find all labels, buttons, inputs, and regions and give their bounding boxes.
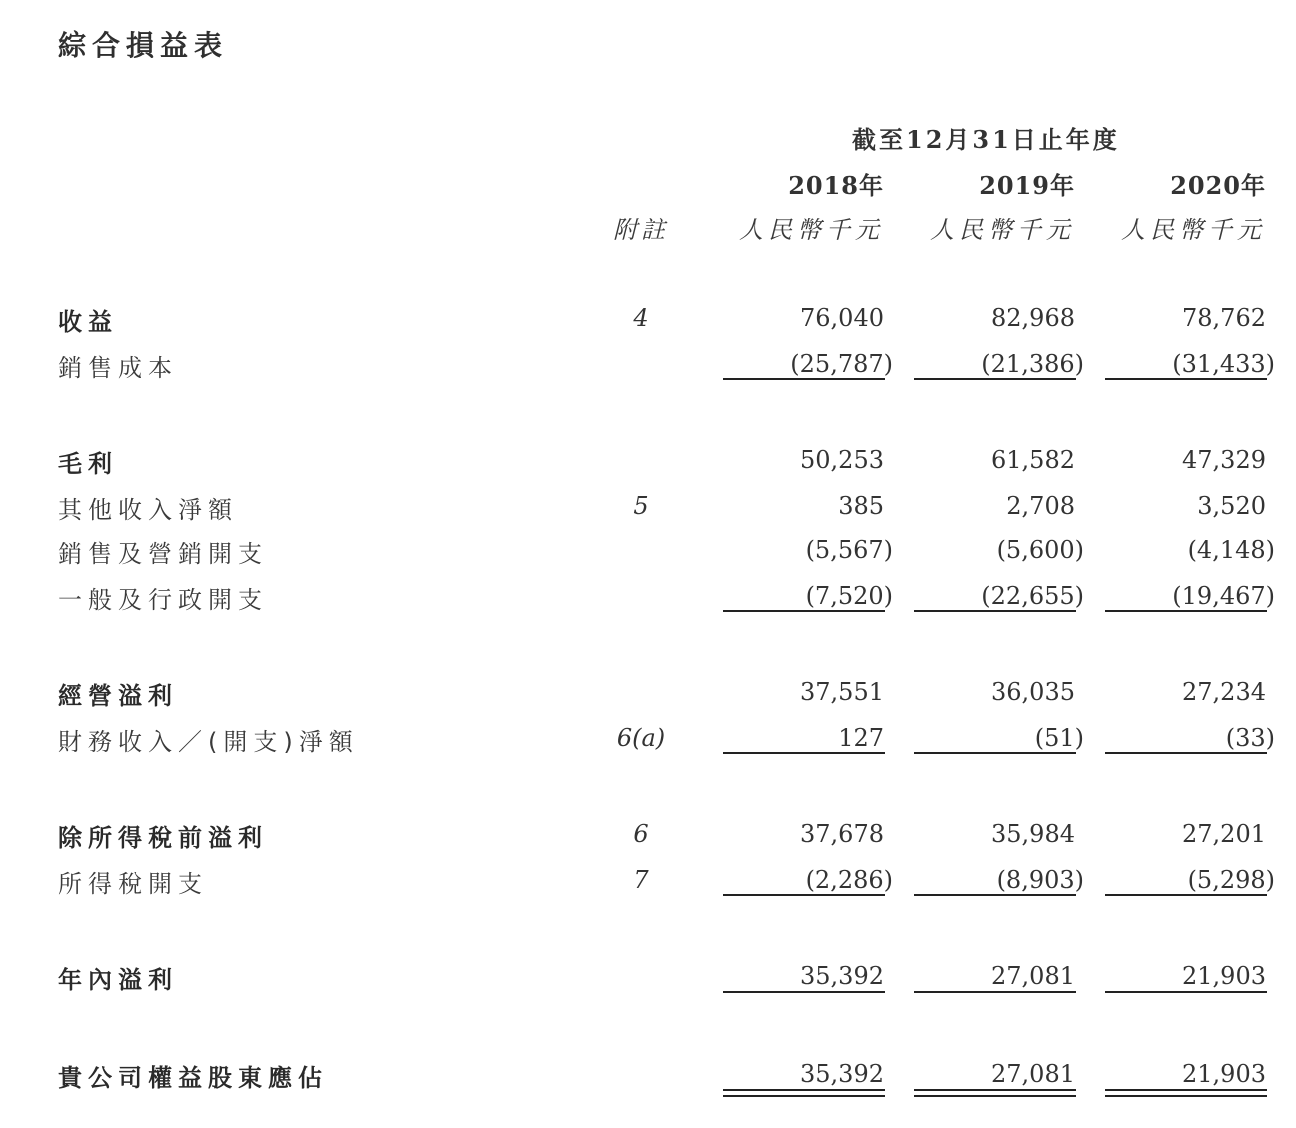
value-2020: (33) — [1225, 724, 1275, 752]
table-row — [0, 818, 1296, 852]
row-note: 6 — [633, 820, 649, 848]
note-column-header: 附註 — [613, 216, 669, 244]
value-2018: 127 — [838, 724, 884, 752]
subtotal-rule — [914, 610, 1076, 612]
row-note: 7 — [633, 866, 649, 894]
value-2020: (19,467) — [1172, 582, 1275, 610]
table-row — [0, 490, 1296, 524]
value-2020: 21,903 — [1182, 1060, 1266, 1088]
row-label: 貴公司權益股東應佔 — [58, 1064, 328, 1092]
table-row — [0, 534, 1296, 568]
value-2019: (22,655) — [981, 582, 1084, 610]
row-label: 經營溢利 — [58, 682, 178, 710]
row-label: 其他收入淨額 — [58, 496, 238, 524]
subtotal-rule — [723, 894, 885, 896]
value-2018: 37,678 — [800, 820, 884, 848]
value-2019: (21,386) — [981, 350, 1084, 378]
value-2019: (8,903) — [996, 866, 1084, 894]
value-2018: 35,392 — [800, 1060, 884, 1088]
value-2018: 385 — [838, 492, 884, 520]
table-row — [0, 960, 1296, 994]
subtotal-rule — [723, 610, 885, 612]
row-label: 毛利 — [58, 450, 118, 478]
unit-header-2019: 人民幣千元 — [930, 216, 1075, 244]
row-label: 除所得稅前溢利 — [58, 824, 268, 852]
value-2018: 35,392 — [800, 962, 884, 990]
period-header: 截至12月31日止年度 — [852, 125, 1120, 154]
value-2019: 36,035 — [991, 678, 1075, 706]
table-row — [0, 444, 1296, 478]
year-header-2019: 2019年 — [979, 171, 1075, 200]
value-2019: 27,081 — [991, 1060, 1075, 1088]
value-2020: 47,329 — [1182, 446, 1266, 474]
total-rule — [723, 991, 885, 993]
table-row — [0, 864, 1296, 898]
value-2019: 82,968 — [991, 304, 1075, 332]
value-2018: 50,253 — [800, 446, 884, 474]
value-2019: (5,600) — [996, 536, 1084, 564]
row-label: 一般及行政開支 — [58, 586, 268, 614]
row-label: 銷售成本 — [58, 354, 178, 382]
value-2020: 27,201 — [1182, 820, 1266, 848]
subtotal-rule — [914, 378, 1076, 380]
subtotal-rule — [723, 752, 885, 754]
unit-header-2018: 人民幣千元 — [739, 216, 884, 244]
value-2018: (25,787) — [790, 350, 893, 378]
year-header-2018: 2018年 — [788, 171, 884, 200]
unit-header-2020: 人民幣千元 — [1121, 216, 1266, 244]
table-row — [0, 722, 1296, 756]
row-note: 6(a) — [616, 724, 666, 752]
row-label: 年內溢利 — [58, 966, 178, 994]
double-total-rule — [723, 1089, 885, 1097]
value-2020: (5,298) — [1187, 866, 1275, 894]
subtotal-rule — [914, 894, 1076, 896]
value-2019: (51) — [1034, 724, 1084, 752]
value-2019: 27,081 — [991, 962, 1075, 990]
value-2018: 37,551 — [800, 678, 884, 706]
value-2020: 21,903 — [1182, 962, 1266, 990]
value-2019: 35,984 — [991, 820, 1075, 848]
total-rule — [914, 991, 1076, 993]
total-rule — [1105, 991, 1267, 993]
value-2020: (4,148) — [1187, 536, 1275, 564]
value-2020: 27,234 — [1182, 678, 1266, 706]
value-2018: 76,040 — [800, 304, 884, 332]
double-total-rule — [914, 1089, 1076, 1097]
value-2019: 2,708 — [1006, 492, 1075, 520]
table-row — [0, 348, 1296, 382]
table-row — [0, 676, 1296, 710]
row-label: 所得稅開支 — [58, 870, 208, 898]
value-2018: (2,286) — [805, 866, 893, 894]
row-note: 4 — [633, 304, 649, 332]
row-label: 銷售及營銷開支 — [58, 540, 268, 568]
value-2020: (31,433) — [1172, 350, 1275, 378]
table-row — [0, 580, 1296, 614]
value-2018: (5,567) — [805, 536, 893, 564]
value-2020: 3,520 — [1197, 492, 1266, 520]
double-total-rule — [1105, 1089, 1267, 1097]
row-label: 收益 — [58, 308, 118, 336]
value-2018: (7,520) — [805, 582, 893, 610]
statement-title: 綜合損益表 — [58, 29, 229, 62]
row-label: 財務收入／(開支)淨額 — [58, 728, 359, 756]
subtotal-rule — [723, 378, 885, 380]
row-note: 5 — [633, 492, 649, 520]
table-row — [0, 302, 1296, 336]
subtotal-rule — [1105, 378, 1267, 380]
subtotal-rule — [1105, 752, 1267, 754]
table-row — [0, 1058, 1296, 1092]
value-2020: 78,762 — [1182, 304, 1266, 332]
subtotal-rule — [914, 752, 1076, 754]
year-header-2020: 2020年 — [1170, 171, 1266, 200]
value-2019: 61,582 — [991, 446, 1075, 474]
subtotal-rule — [1105, 610, 1267, 612]
subtotal-rule — [1105, 894, 1267, 896]
